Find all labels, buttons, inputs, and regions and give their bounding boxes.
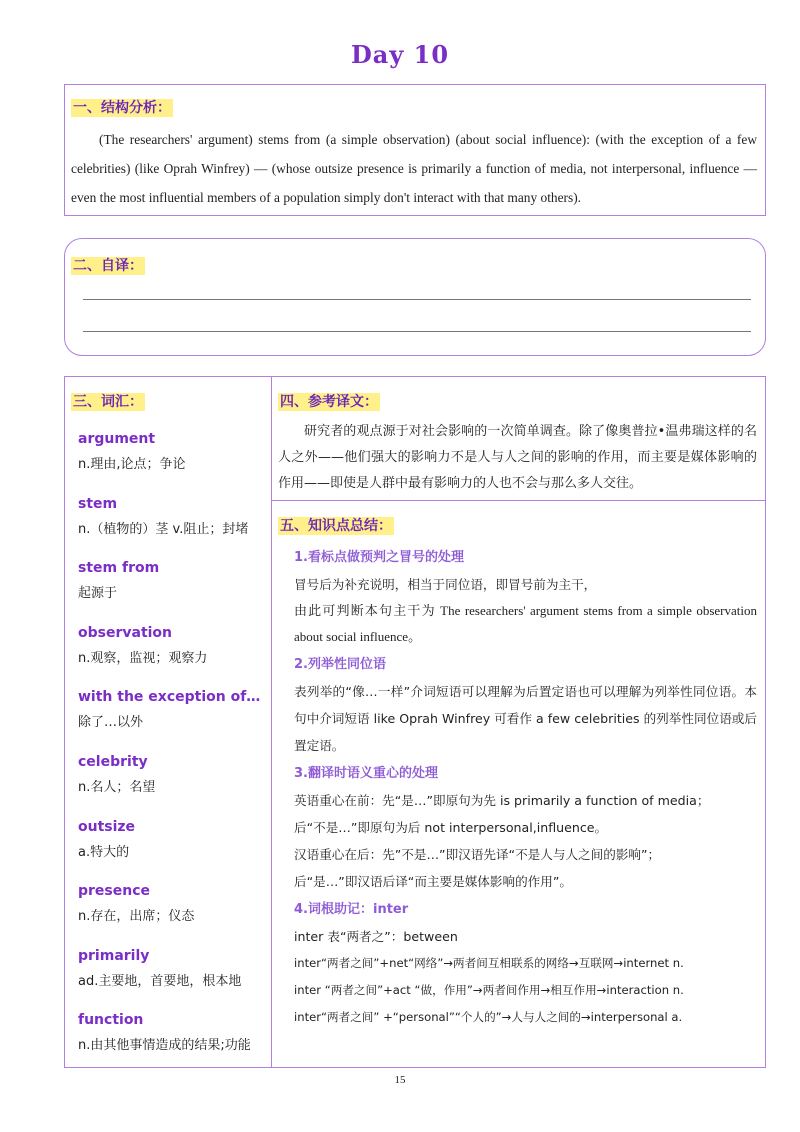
point-3-title: 3.翻译时语义重心的处理 (294, 766, 438, 781)
vocab-definition: n.名人；名望 (78, 779, 156, 795)
vocab-term: argument (78, 431, 156, 447)
vocab-term: presence (78, 883, 151, 900)
point-4-title: 4.词根助记：inter (294, 902, 409, 917)
vocab-term: observation (78, 624, 173, 641)
page-title: Day 10 (350, 40, 450, 69)
vocab-definition: n.观察，监视；观察力 (78, 650, 208, 666)
reference-translation-box (272, 376, 766, 500)
vocab-term: primarily (78, 947, 150, 964)
vocab-term: stem from (78, 560, 160, 577)
vocab-item (78, 687, 267, 752)
page-number: 15 (394, 1074, 406, 1086)
vocab-definition: a.特大的 (78, 844, 130, 860)
vocabulary-heading: 三、词汇： (73, 394, 143, 410)
writing-line-1 (83, 299, 751, 300)
vocab-definition: n.存在，出席；仪态 (78, 909, 195, 925)
point-4-line-1: inter 表“两者之”：between (294, 929, 458, 944)
vocab-definition: n.由其他事情造成的结果;功能 (78, 1038, 251, 1054)
vocab-item (78, 946, 267, 1011)
point-3-line-1: 英语重心在前：先“是…”即原句为先 is primarily a function of media； (294, 793, 710, 808)
knowledge-summary-heading: 五、知识点总结： (280, 518, 392, 534)
point-1-line-2: 由此可判断本句主干为 The researchers' argument stems from a simple observation about social influence。 (294, 603, 757, 644)
vocab-definition: ad.主要地，首要地，根本地 (78, 973, 242, 989)
self-translation-heading: 二、自译： (73, 258, 143, 274)
vocab-definition: n.理由,论点；争论 (78, 457, 186, 472)
point-4-line-4: inter“两者之间” +“personal”“个人的”→人与人之间的→interpersonal a. (294, 1010, 683, 1024)
vocab-term: stem (78, 495, 118, 512)
vocab-definition: 除了…以外 (78, 715, 144, 731)
reference-translation-text: 研究者的观点源于对社会影响的一次简单调查。除了像奥普拉•温弗瑞这样的名人之外——他们强大的影响力不是人与人之间的影响的作用，而主要是媒体影响的作用——即使是人群中最有影响力的人也不会与那么多人交往。 (278, 424, 757, 491)
point-4-line-3: inter “两者之间”+act “做，作用”→两者间作用→相互作用→interaction n. (294, 983, 684, 997)
writing-line-2 (83, 331, 751, 332)
point-2-text: 表列举的“像…一样”介词短语可以理解为后置定语也可以理解为列举性同位语。本句中介词短语 like Oprah Winfrey 可看作 a few celebrities 的列举性同位语或后置定语。 (294, 684, 757, 753)
point-1-line-1: 冒号后为补充说明，相当于同位语，即冒号前为主干， (294, 577, 597, 592)
vocab-item (78, 429, 267, 494)
structure-analysis-box (64, 84, 766, 216)
point-1-title: 1.看标点做预判之冒号的处理 (294, 550, 464, 565)
vocab-definition: 起源于 (78, 586, 118, 602)
vocab-item (78, 817, 267, 882)
vocabulary-list (78, 429, 267, 1075)
vocab-term: with the exception of… (78, 689, 261, 706)
point-3-line-3: 汉语重心在后：先”不是…”即汉语先译“不是人与人之间的影响”； (294, 847, 661, 862)
vocabulary-box (64, 376, 272, 1068)
point-2-title: 2.列举性同位语 (294, 657, 386, 672)
vocab-term: celebrity (78, 753, 148, 770)
self-translation-box (64, 238, 766, 356)
vocab-item (78, 494, 267, 559)
vocab-term: outsize (78, 818, 136, 835)
vocab-item (78, 881, 267, 946)
vocab-item (78, 558, 267, 623)
vocab-term: function (78, 1012, 144, 1029)
structure-analysis-heading: 一、结构分析： (73, 100, 171, 116)
vocab-item (78, 752, 267, 817)
point-4-line-2: inter“两者之间”+net“网络”→两者间互相联系的网络→互联网→internet n. (294, 956, 684, 970)
vocab-item (78, 1010, 267, 1075)
structure-analysis-text: (The researchers' argument) stems from (a simple observation) (about social influence): (with the exception of a few celebrities) (like Oprah Winfrey) — (whose outsize presence is primarily a function of media, not interpersonal, influence — even the most influential members of a population simply don't interact with that many others). (71, 132, 757, 205)
vocab-definition: n.（植物的）茎 v.阻止；封堵 (78, 521, 249, 537)
reference-translation-heading: 四、参考译文： (280, 394, 378, 410)
point-3-line-2: 后“不是…”即原句为后 not interpersonal,influence。 (294, 820, 608, 835)
knowledge-summary-box (272, 500, 766, 1068)
point-3-line-4: 后“是…”即汉语后译“而主要是媒体影响的作用”。 (294, 874, 572, 889)
vocab-item (78, 623, 267, 688)
